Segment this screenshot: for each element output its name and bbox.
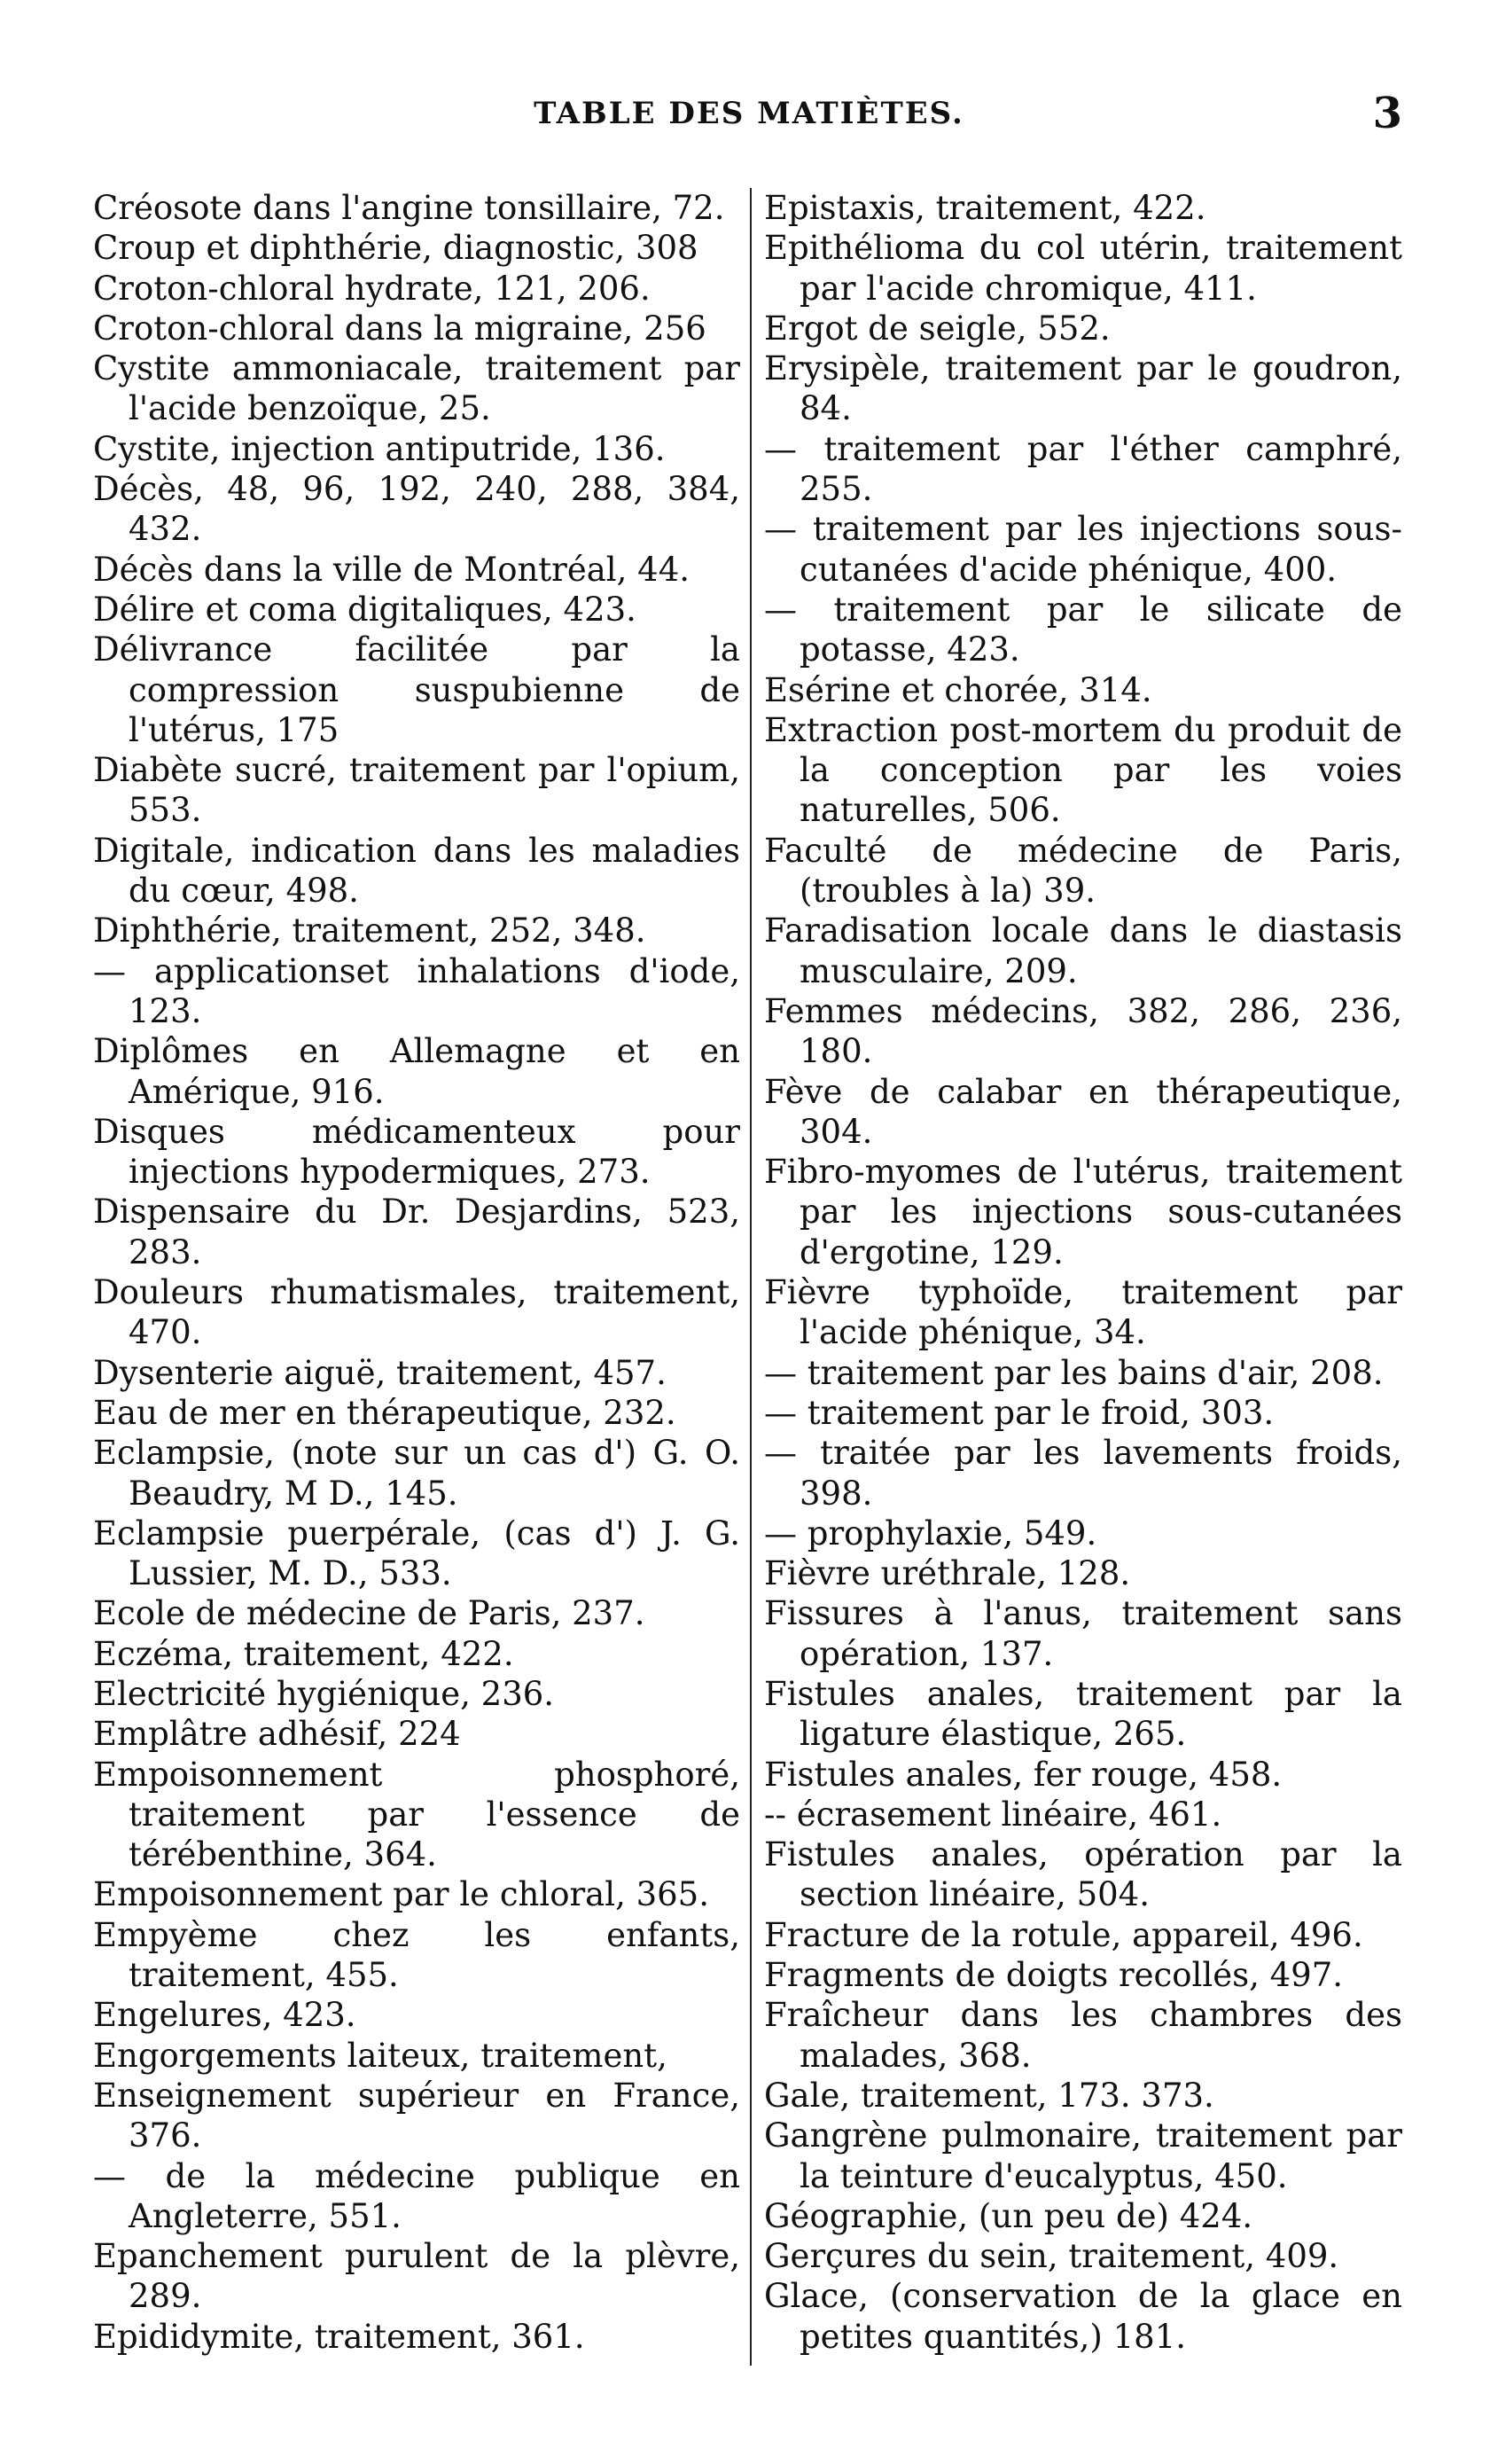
index-entry: Electricité hygiénique, 236. (93, 1674, 555, 1713)
index-entry: Fraîcheur dans les chambres des malades, 368. (764, 1996, 1402, 2075)
index-entry: — traitement par le froid, 303. (764, 1393, 1275, 1432)
index-entry: Cystite, injection antiputride, 136. (93, 429, 666, 468)
index-entry: Dysenterie aiguë, traitement, 457. (93, 1353, 667, 1392)
index-entry: Digitale, indication dans les maladies du cœur, 498. (93, 831, 740, 911)
index-entry: Eclampsie, (note sur un cas d') G. O. Beaudry, M D., 145. (93, 1434, 740, 1513)
index-entry: Douleurs rhumatismales, traitement, 470. (93, 1273, 740, 1352)
index-entry: Fracture de la rotule, appareil, 496. (764, 1915, 1363, 1954)
index-entry: -- écrasement linéaire, 461. (764, 1795, 1222, 1834)
left-column (93, 188, 740, 2357)
index-entry: Gangrène pulmonaire, traitement par la teinture d'eucalyptus, 450. (764, 2116, 1402, 2195)
index-entry: Fièvre typhoïde, traitement par l'acide phénique, 34. (764, 1273, 1402, 1352)
page-number: 3 (1372, 89, 1402, 138)
index-entry: — applicationset inhalations d'iode, 123. (93, 951, 740, 1030)
index-entry: Epanchement purulent de la plèvre, 289. (93, 2237, 740, 2316)
index-entry: Créosote dans l'angine tonsillaire, 72. (93, 189, 725, 227)
index-entry: Faradisation locale dans le diastasis musculaire, 209. (764, 911, 1402, 990)
index-entry: Cystite ammoniacale, traitement par l'acide benzoïque, 25. (93, 349, 740, 428)
index-entry: Fibro-myomes de l'utérus, traitement par les injections sous-cutanées d'ergotine, 129. (764, 1153, 1402, 1271)
index-entry: Diplômes en Allemagne et en Amérique, 916. (93, 1032, 740, 1111)
index-entry: Fistules anales, fer rouge, 458. (764, 1755, 1283, 1794)
index-entry: Erysipèle, traitement par le goudron, 84. (764, 349, 1402, 428)
index-entry: — traitement par les bains d'air, 208. (764, 1353, 1384, 1392)
index-entry: Femmes médecins, 382, 286, 236, 180. (764, 991, 1402, 1071)
index-entry: Ecole de médecine de Paris, 237. (93, 1594, 645, 1633)
index-entry: Disques médicamenteux pour injections hypodermiques, 273. (93, 1112, 740, 1192)
index-entry: Empoisonnement par le chloral, 365. (93, 1875, 709, 1914)
index-entry: Empyème chez les enfants, traitement, 455. (93, 1915, 740, 1995)
index-entry: Fragments de doigts recollés, 497. (764, 1956, 1344, 1995)
index-entry: Eau de mer en thérapeutique, 232. (93, 1393, 676, 1432)
index-entry: Epididymite, traitement, 361. (93, 2317, 585, 2356)
index-entry: Fissures à l'anus, traitement sans opération, 137. (764, 1594, 1402, 1673)
index-entry: Ergot de seigle, 552. (764, 309, 1111, 348)
index-entry: Délire et coma digitaliques, 423. (93, 590, 636, 629)
index-entry: — traitement par l'éther camphré, 255. (764, 429, 1402, 509)
index-entry: Géographie, (un peu de) 424. (764, 2196, 1253, 2235)
index-entry: Croton-chloral dans la migraine, 256 (93, 309, 706, 348)
index-entry: — de la médecine publique en Angleterre, 551. (93, 2156, 740, 2235)
index-entry: Fièvre uréthrale, 128. (764, 1554, 1131, 1593)
page-header (89, 89, 1409, 145)
index-entry: Faculté de médecine de Paris, (troubles à la) 39. (764, 831, 1402, 911)
index-entry: — prophylaxie, 549. (764, 1514, 1097, 1553)
index-entry: Emplâtre adhésif, 224 (93, 1715, 461, 1754)
index-entry: Décès, 48, 96, 192, 240, 288, 384, 432. (93, 470, 740, 549)
index-entry: Diabète sucré, traitement par l'opium, 553. (93, 751, 740, 830)
index-entry: Esérine et chorée, 314. (764, 670, 1152, 709)
page-title: TABLE DES MATIÈTES. (534, 96, 964, 131)
index-entry: Engorgements laiteux, traitement, (93, 2036, 667, 2075)
index-entry: Epithélioma du col utérin, traitement par l'acide chromique, 411. (764, 229, 1402, 308)
index-entry: Engelures, 423. (93, 1996, 356, 2035)
right-column (764, 188, 1402, 2357)
index-entry: Croton-chloral hydrate, 121, 206. (93, 269, 651, 308)
index-entry: Diphthérie, traitement, 252, 348. (93, 911, 646, 950)
index-entry: Extraction post-mortem du produit de la conception par les voies naturelles, 506. (764, 710, 1402, 830)
index-entry: Eczéma, traitement, 422. (93, 1634, 514, 1673)
index-entry: Croup et diphthérie, diagnostic, 308 (93, 229, 698, 268)
index-entry: Dispensaire du Dr. Desjardins, 523, 283. (93, 1193, 740, 1271)
index-entry: Décès dans la ville de Montréal, 44. (93, 550, 690, 589)
index-entry: Fève de calabar en thérapeutique, 304. (764, 1072, 1402, 1151)
index-entry: — traitement par les injections sous-cutanées d'acide phénique, 400. (764, 510, 1402, 589)
index-entry: Empoisonnement phosphoré, traitement par l'essence de térébenthine, 364. (93, 1755, 740, 1874)
index-entry: Gerçures du sein, traitement, 409. (764, 2237, 1339, 2276)
index-entry: Epistaxis, traitement, 422. (764, 189, 1206, 227)
index-entry: Fistules anales, opération par la section linéaire, 504. (764, 1835, 1402, 1914)
index-entry: Gale, traitement, 173. 373. (764, 2076, 1214, 2115)
index-entry: Enseignement supérieur en France, 376. (93, 2076, 740, 2155)
index-entry: Délivrance facilitée par la compression suspubienne de l'utérus, 175 (93, 630, 740, 749)
index-entry: Fistules anales, traitement par la ligature élastique, 265. (764, 1674, 1402, 1754)
index-entry: — traitement par le silicate de potasse, 423. (764, 590, 1402, 669)
index-entry: Glace, (conservation de la glace en petites quantités,) 181. (764, 2277, 1402, 2356)
index-columns (0, 188, 1498, 2405)
index-entry: — traitée par les lavements froids, 398. (764, 1434, 1402, 1513)
index-entry: Eclampsie puerpérale, (cas d') J. G. Lussier, M. D., 533. (93, 1514, 740, 1593)
